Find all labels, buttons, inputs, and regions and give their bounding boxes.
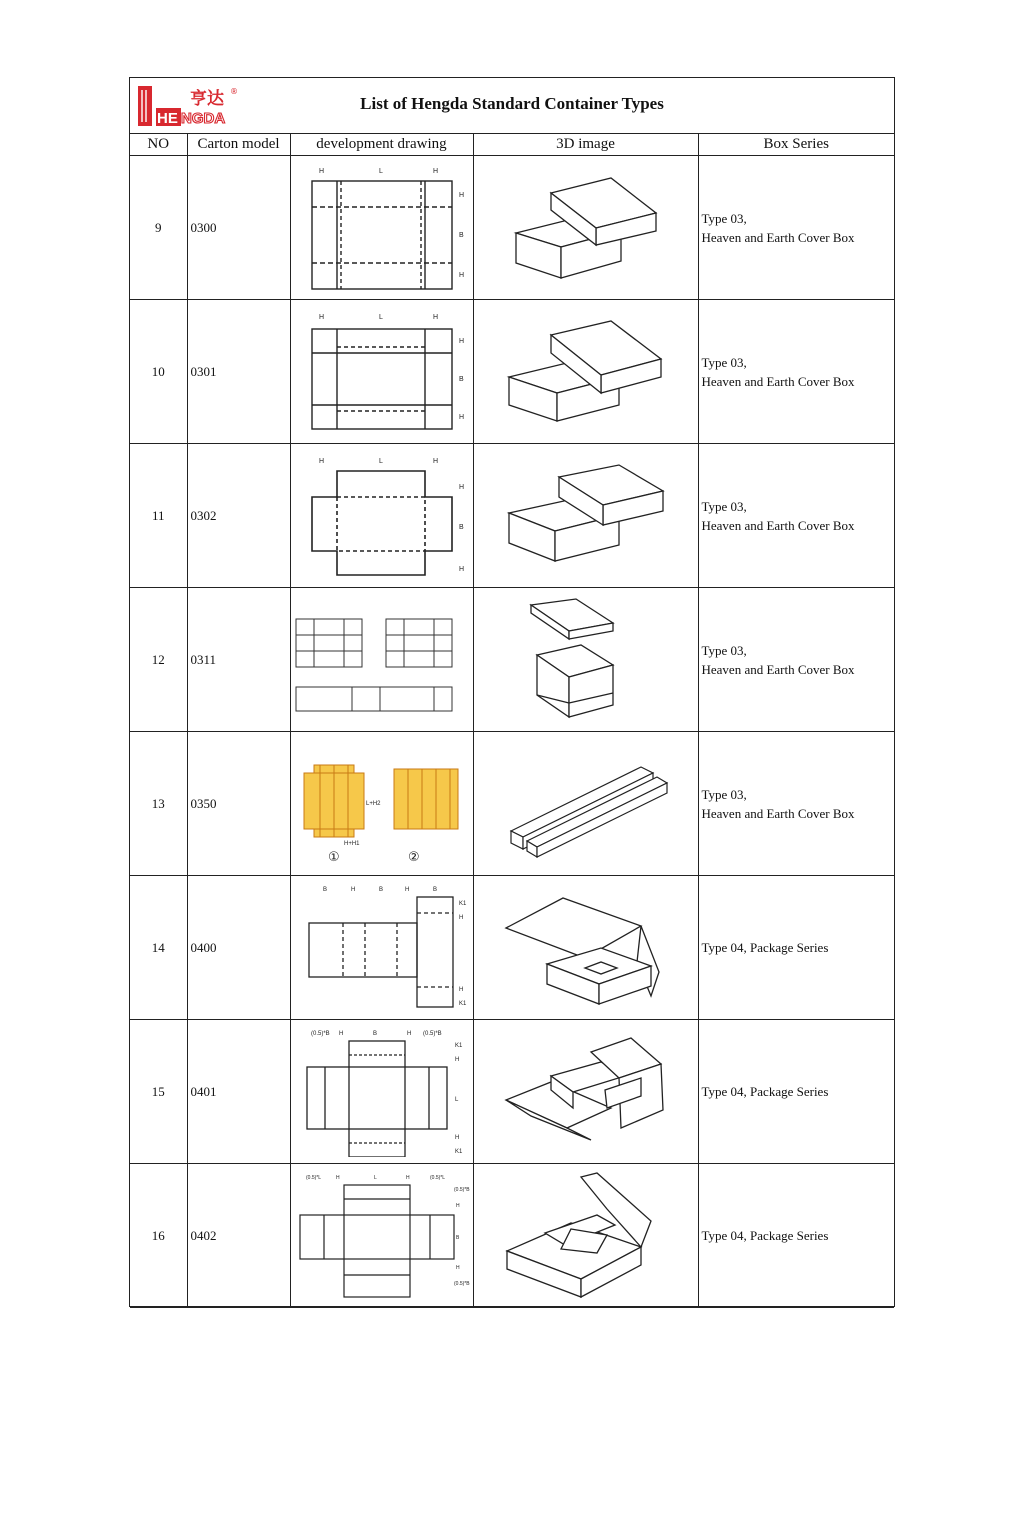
box-series-name: Heaven and Earth Cover Box xyxy=(701,661,855,677)
svg-text:B: B xyxy=(455,1234,459,1241)
development-drawing-0402 xyxy=(294,1171,470,1301)
svg-text:B: B xyxy=(458,375,464,383)
svg-text:B: B xyxy=(432,886,437,893)
3d-image xyxy=(473,300,698,444)
svg-text:B: B xyxy=(372,1030,377,1037)
table-row xyxy=(130,156,894,300)
3d-image xyxy=(473,732,698,876)
table-row xyxy=(130,876,894,1020)
svg-text:L: L xyxy=(378,167,383,175)
3d-package-image xyxy=(501,1032,671,1152)
svg-text:①: ① xyxy=(327,849,340,865)
carton-model: 0302 xyxy=(187,444,290,588)
svg-text:L: L xyxy=(373,1174,377,1181)
svg-text:H: H xyxy=(350,886,355,893)
development-drawing xyxy=(290,444,473,588)
svg-text:NGDA: NGDA xyxy=(181,110,226,127)
carton-model: 0300 xyxy=(187,156,290,300)
svg-text:H: H xyxy=(458,483,464,491)
box-series-type: Type 03, xyxy=(701,498,747,514)
carton-model: 0311 xyxy=(187,588,290,732)
row-number: 13 xyxy=(130,732,187,876)
page-title: List of Hengda Standard Container Types xyxy=(360,94,664,113)
svg-text:亨达: 亨达 xyxy=(190,89,224,109)
development-drawing-0350 xyxy=(294,739,470,869)
3d-box-lid-image xyxy=(501,317,671,427)
svg-text:®: ® xyxy=(230,87,238,96)
svg-text:K1: K1 xyxy=(458,900,466,907)
title-row xyxy=(130,78,894,134)
3d-image xyxy=(473,444,698,588)
box-series xyxy=(698,1020,894,1164)
container-types-sheet xyxy=(129,77,895,1307)
svg-text:B: B xyxy=(458,231,464,239)
row-number: 11 xyxy=(130,444,187,588)
box-series xyxy=(698,588,894,732)
svg-text:H: H xyxy=(458,191,464,199)
column-header-no: NO xyxy=(130,134,187,156)
svg-text:(0.5)*B: (0.5)*B xyxy=(453,1280,470,1287)
development-drawing xyxy=(290,300,473,444)
header-row xyxy=(130,134,894,156)
development-drawing-0300 xyxy=(297,163,467,293)
carton-model: 0400 xyxy=(187,876,290,1020)
development-drawing-0401 xyxy=(297,1027,467,1157)
column-header-model: Carton model xyxy=(187,134,290,156)
svg-text:H: H xyxy=(454,1056,459,1063)
box-series xyxy=(698,444,894,588)
row-number: 16 xyxy=(130,1164,187,1308)
3d-image xyxy=(473,588,698,732)
svg-text:H: H xyxy=(455,1264,460,1271)
column-header-3d: 3D image xyxy=(473,134,698,156)
box-series xyxy=(698,876,894,1020)
3d-box-lid-image xyxy=(501,461,671,571)
development-drawing xyxy=(290,1020,473,1164)
column-header-drawing: development drawing xyxy=(290,134,473,156)
table-row xyxy=(130,444,894,588)
box-series-type: Type 03, xyxy=(701,786,747,802)
svg-text:H: H xyxy=(432,457,438,465)
carton-model: 0301 xyxy=(187,300,290,444)
svg-text:(0.5)*B: (0.5)*B xyxy=(422,1030,442,1037)
svg-text:H: H xyxy=(455,1202,460,1209)
svg-text:B: B xyxy=(322,886,327,893)
3d-image xyxy=(473,1020,698,1164)
development-drawing xyxy=(290,732,473,876)
box-series-name: Heaven and Earth Cover Box xyxy=(701,229,855,245)
development-drawing-0311 xyxy=(294,605,470,715)
svg-text:H: H xyxy=(458,271,464,279)
svg-text:(0.5)*B: (0.5)*B xyxy=(310,1030,330,1037)
svg-text:H: H xyxy=(318,313,324,321)
box-series xyxy=(698,156,894,300)
table-row xyxy=(130,1020,894,1164)
svg-text:H: H xyxy=(405,1174,410,1181)
box-series-type: Type 03, xyxy=(701,210,747,226)
svg-text:(0.5)*L: (0.5)*L xyxy=(305,1174,321,1181)
development-drawing xyxy=(290,156,473,300)
svg-text:H: H xyxy=(432,167,438,175)
table-row xyxy=(130,732,894,876)
svg-text:H: H xyxy=(458,565,464,573)
3d-box-lid-image xyxy=(501,173,671,283)
row-number: 12 xyxy=(130,588,187,732)
3d-image xyxy=(473,876,698,1020)
svg-text:L+H2: L+H2 xyxy=(365,800,381,807)
box-series xyxy=(698,300,894,444)
svg-text:L: L xyxy=(378,457,383,465)
svg-text:H+H1: H+H1 xyxy=(343,840,360,847)
table-row xyxy=(130,1164,894,1308)
table-row xyxy=(130,300,894,444)
svg-text:H: H xyxy=(338,1030,343,1037)
development-drawing-0400 xyxy=(297,883,467,1013)
development-drawing-0302 xyxy=(297,451,467,581)
3d-image xyxy=(473,156,698,300)
row-number: 9 xyxy=(130,156,187,300)
svg-text:H: H xyxy=(335,1174,340,1181)
carton-model: 0401 xyxy=(187,1020,290,1164)
svg-text:②: ② xyxy=(407,849,420,865)
3d-image xyxy=(473,1164,698,1308)
box-series-name: Heaven and Earth Cover Box xyxy=(701,517,855,533)
carton-model: 0350 xyxy=(187,732,290,876)
box-series-type: Type 04, Package Series xyxy=(701,1084,829,1099)
box-series-name: Heaven and Earth Cover Box xyxy=(701,373,855,389)
svg-text:H: H xyxy=(318,457,324,465)
development-drawing xyxy=(290,588,473,732)
svg-text:H: H xyxy=(432,313,438,321)
svg-text:K1: K1 xyxy=(454,1042,462,1049)
row-number: 15 xyxy=(130,1020,187,1164)
svg-text:H: H xyxy=(458,914,463,921)
svg-text:L: L xyxy=(378,313,383,321)
carton-model: 0402 xyxy=(187,1164,290,1308)
box-series xyxy=(698,732,894,876)
box-series-type: Type 03, xyxy=(701,642,747,658)
development-drawing-0301 xyxy=(297,307,467,437)
svg-text:H: H xyxy=(318,167,324,175)
svg-text:L: L xyxy=(454,1096,458,1103)
svg-text:(0.5)*B: (0.5)*B xyxy=(453,1186,470,1193)
development-drawing xyxy=(290,1164,473,1308)
box-series-type: Type 04, Package Series xyxy=(701,1228,829,1243)
svg-text:B: B xyxy=(458,523,464,531)
3d-package-image xyxy=(501,1171,671,1301)
box-series-type: Type 04, Package Series xyxy=(701,940,829,955)
3d-tube-image xyxy=(501,749,671,859)
svg-text:K1: K1 xyxy=(458,1000,466,1007)
container-types-table xyxy=(130,134,894,1308)
svg-text:H: H xyxy=(458,986,463,993)
box-series-name: Heaven and Earth Cover Box xyxy=(701,805,855,821)
box-series-type: Type 03, xyxy=(701,354,747,370)
svg-text:HE: HE xyxy=(157,110,178,127)
column-header-series: Box Series xyxy=(698,134,894,156)
3d-package-image xyxy=(501,888,671,1008)
svg-text:H: H xyxy=(458,413,464,421)
svg-text:B: B xyxy=(378,886,383,893)
development-drawing xyxy=(290,876,473,1020)
table-row xyxy=(130,588,894,732)
row-number: 14 xyxy=(130,876,187,1020)
svg-text:K1: K1 xyxy=(454,1148,462,1155)
svg-text:H: H xyxy=(454,1134,459,1141)
box-series xyxy=(698,1164,894,1308)
svg-text:H: H xyxy=(404,886,409,893)
svg-text:(0.5)*L: (0.5)*L xyxy=(429,1174,445,1181)
3d-box-lid-image xyxy=(501,595,671,725)
row-number: 10 xyxy=(130,300,187,444)
svg-text:H: H xyxy=(406,1030,411,1037)
svg-text:H: H xyxy=(458,337,464,345)
